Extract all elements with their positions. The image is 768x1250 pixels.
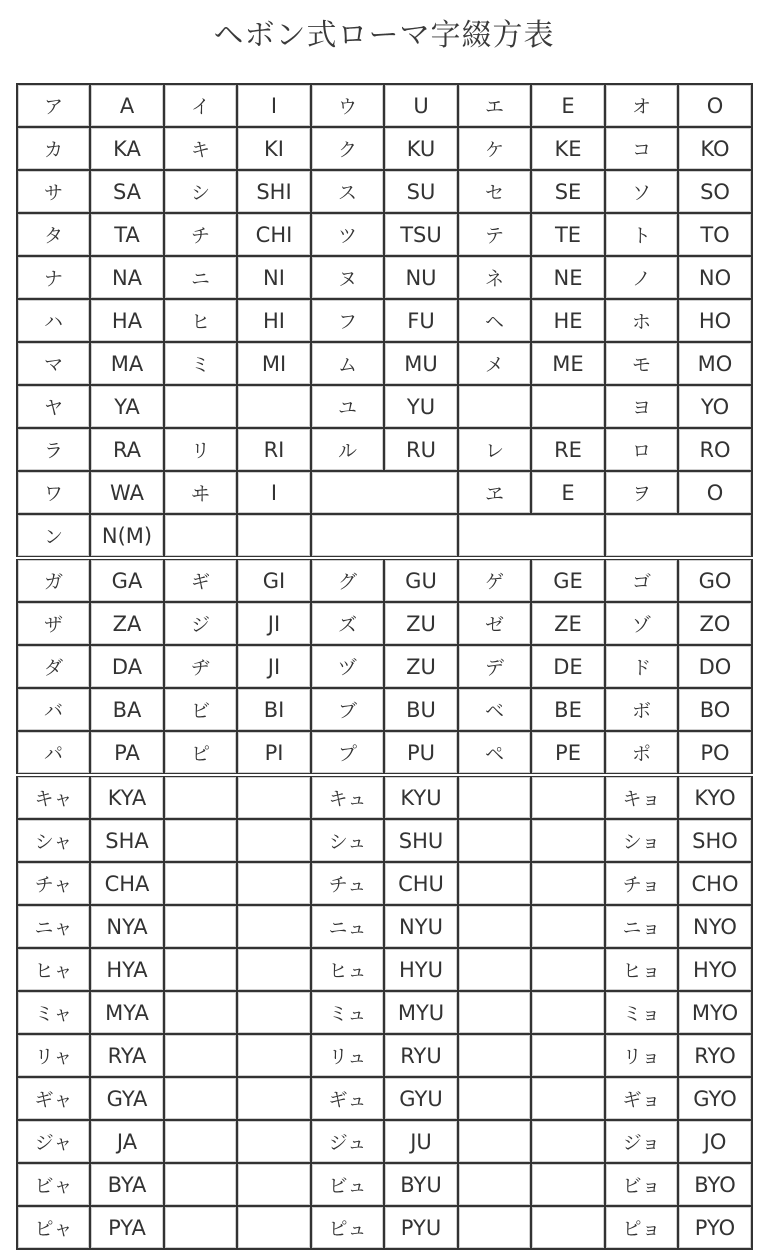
kana-cell: チャ: [17, 862, 90, 905]
romaji-cell: BI: [237, 688, 311, 731]
blank-cell: [237, 514, 311, 558]
romaji-cell: PE: [531, 731, 605, 775]
blank-cell: [237, 862, 311, 905]
kana-cell: ダ: [17, 645, 90, 688]
romaji-cell: RYU: [384, 1034, 458, 1077]
blank-cell: [531, 1206, 605, 1249]
kana-cell: ロ: [605, 428, 678, 471]
table-row: [17, 1077, 752, 1120]
kana-cell: ヱ: [458, 471, 531, 514]
blank-cell: [458, 905, 531, 948]
kana-cell: カ: [17, 127, 90, 170]
blank-cell: [164, 905, 237, 948]
kana-cell: リ: [164, 428, 237, 471]
romaji-cell: RA: [90, 428, 164, 471]
romaji-cell: CHO: [678, 862, 752, 905]
table-row: [17, 213, 752, 256]
kana-cell: ヒョ: [605, 948, 678, 991]
table-row: [17, 299, 752, 342]
romaji-cell: NO: [678, 256, 752, 299]
kana-cell: ル: [311, 428, 384, 471]
kana-cell: ヘ: [458, 299, 531, 342]
romaji-cell: MU: [384, 342, 458, 385]
blank-cell: [458, 1077, 531, 1120]
kana-cell: キャ: [17, 775, 90, 819]
kana-cell: ブ: [311, 688, 384, 731]
blank-cell: [164, 1206, 237, 1249]
romaji-cell: NU: [384, 256, 458, 299]
romaji-cell: MYU: [384, 991, 458, 1034]
kana-cell: チュ: [311, 862, 384, 905]
blank-cell: [531, 775, 605, 819]
blank-cell: [237, 775, 311, 819]
blank-cell: [164, 514, 237, 558]
kana-cell: ト: [605, 213, 678, 256]
kana-cell: イ: [164, 84, 237, 127]
kana-cell: シュ: [311, 819, 384, 862]
romaji-cell: DA: [90, 645, 164, 688]
romaji-cell: [237, 385, 311, 428]
kana-cell: ギ: [164, 558, 237, 602]
kana-cell: ピュ: [311, 1206, 384, 1249]
blank-cell: [458, 1163, 531, 1206]
blank-cell: [531, 862, 605, 905]
romaji-cell: PYU: [384, 1206, 458, 1249]
romaji-cell: GYA: [90, 1077, 164, 1120]
romaji-cell: [531, 385, 605, 428]
romaji-cell: GYU: [384, 1077, 458, 1120]
kana-cell: ム: [311, 342, 384, 385]
romaji-cell: TSU: [384, 213, 458, 256]
blank-cell: [164, 1163, 237, 1206]
blank-cell: [531, 819, 605, 862]
romaji-cell: SHU: [384, 819, 458, 862]
blank-cell: [164, 775, 237, 819]
romaji-cell: JI: [237, 602, 311, 645]
kana-cell: ヒ: [164, 299, 237, 342]
kana-cell: リャ: [17, 1034, 90, 1077]
romaji-cell: FU: [384, 299, 458, 342]
blank-cell: [164, 819, 237, 862]
blank-cell: [237, 991, 311, 1034]
kana-cell: ガ: [17, 558, 90, 602]
table-row: [17, 84, 752, 127]
blank-cell: [164, 991, 237, 1034]
romaji-cell: NE: [531, 256, 605, 299]
romaji-cell: WA: [90, 471, 164, 514]
blank-cell: [458, 1120, 531, 1163]
romaji-cell: ZU: [384, 645, 458, 688]
romaji-cell: O: [678, 84, 752, 127]
romaji-cell: CHA: [90, 862, 164, 905]
kana-cell: ウ: [311, 84, 384, 127]
blank-cell: [237, 905, 311, 948]
kana-cell: グ: [311, 558, 384, 602]
table-row: [17, 819, 752, 862]
kana-cell: シ: [164, 170, 237, 213]
blank-cell: [237, 1163, 311, 1206]
romaji-cell: KYU: [384, 775, 458, 819]
romaji-cell: HI: [237, 299, 311, 342]
blank-cell: [237, 1206, 311, 1249]
table-row: [17, 558, 752, 602]
blank-cell: [458, 948, 531, 991]
kana-cell: ハ: [17, 299, 90, 342]
blank-cell: [458, 1206, 531, 1249]
kana-cell: ミ: [164, 342, 237, 385]
kana-cell: ジャ: [17, 1120, 90, 1163]
romaji-cell: PU: [384, 731, 458, 775]
blank-cell: [311, 514, 458, 558]
table-row: [17, 127, 752, 170]
romaji-cell: O: [678, 471, 752, 514]
table-row: [17, 1206, 752, 1249]
kana-cell: パ: [17, 731, 90, 775]
table-row: [17, 170, 752, 213]
kana-cell: ピャ: [17, 1206, 90, 1249]
romaji-cell: BA: [90, 688, 164, 731]
romaji-cell: BYO: [678, 1163, 752, 1206]
romaji-cell: KI: [237, 127, 311, 170]
kana-cell: ツ: [311, 213, 384, 256]
romanization-table: [16, 83, 753, 1250]
kana-cell: ジョ: [605, 1120, 678, 1163]
kana-cell: ヤ: [17, 385, 90, 428]
kana-cell: キ: [164, 127, 237, 170]
kana-cell: ビャ: [17, 1163, 90, 1206]
page-title: ヘボン式ローマ字綴方表: [213, 18, 555, 53]
blank-cell: [458, 1034, 531, 1077]
blank-cell: [531, 1034, 605, 1077]
kana-cell: ヒュ: [311, 948, 384, 991]
table-row: [17, 385, 752, 428]
kana-cell: ビョ: [605, 1163, 678, 1206]
romaji-cell: SHI: [237, 170, 311, 213]
table-row: [17, 645, 752, 688]
kana-cell: ボ: [605, 688, 678, 731]
table-row: [17, 342, 752, 385]
blank-cell: [164, 1034, 237, 1077]
romaji-cell: RI: [237, 428, 311, 471]
kana-cell: ゴ: [605, 558, 678, 602]
kana-cell: ザ: [17, 602, 90, 645]
romaji-cell: GO: [678, 558, 752, 602]
romaji-cell: SHA: [90, 819, 164, 862]
romaji-cell: HE: [531, 299, 605, 342]
kana-cell: モ: [605, 342, 678, 385]
kana-cell: ミョ: [605, 991, 678, 1034]
kana-cell: ジュ: [311, 1120, 384, 1163]
kana-cell: ノ: [605, 256, 678, 299]
blank-cell: [237, 819, 311, 862]
romaji-cell: BYA: [90, 1163, 164, 1206]
romaji-cell: MYO: [678, 991, 752, 1034]
blank-cell: [531, 905, 605, 948]
kana-cell: フ: [311, 299, 384, 342]
kana-cell: チ: [164, 213, 237, 256]
kana-cell: ソ: [605, 170, 678, 213]
romaji-cell: HYU: [384, 948, 458, 991]
table-row: [17, 514, 752, 558]
kana-cell: ヨ: [605, 385, 678, 428]
kana-cell: リョ: [605, 1034, 678, 1077]
romaji-cell: PI: [237, 731, 311, 775]
romaji-cell: GA: [90, 558, 164, 602]
romaji-cell: TA: [90, 213, 164, 256]
romaji-cell: YO: [678, 385, 752, 428]
romaji-cell: NYO: [678, 905, 752, 948]
blank-cell: [458, 514, 605, 558]
romaji-cell: BO: [678, 688, 752, 731]
blank-cell: [164, 1077, 237, 1120]
romaji-cell: BU: [384, 688, 458, 731]
kana-cell: ヂ: [164, 645, 237, 688]
blank-cell: [531, 1120, 605, 1163]
romaji-cell: CHU: [384, 862, 458, 905]
kana-cell: ビュ: [311, 1163, 384, 1206]
kana-cell: ア: [17, 84, 90, 127]
kana-cell: オ: [605, 84, 678, 127]
table-row: [17, 602, 752, 645]
romaji-cell: RO: [678, 428, 752, 471]
kana-cell: キュ: [311, 775, 384, 819]
kana-cell: ン: [17, 514, 90, 558]
romaji-cell: RYO: [678, 1034, 752, 1077]
table-row: [17, 256, 752, 299]
romaji-cell: U: [384, 84, 458, 127]
romaji-cell: SHO: [678, 819, 752, 862]
romaji-cell: NYA: [90, 905, 164, 948]
table-row: [17, 991, 752, 1034]
romaji-cell: SO: [678, 170, 752, 213]
romaji-cell: I: [237, 84, 311, 127]
kana-cell: マ: [17, 342, 90, 385]
kana-cell: ピ: [164, 731, 237, 775]
table-row: [17, 1163, 752, 1206]
romaji-cell: SU: [384, 170, 458, 213]
kana-cell: ラ: [17, 428, 90, 471]
romaji-cell: JO: [678, 1120, 752, 1163]
table-row: [17, 731, 752, 775]
romaji-cell: E: [531, 471, 605, 514]
romaji-cell: MO: [678, 342, 752, 385]
table-row: [17, 688, 752, 731]
table-row: [17, 862, 752, 905]
romaji-cell: BYU: [384, 1163, 458, 1206]
blank-cell: [531, 948, 605, 991]
kana-cell: ポ: [605, 731, 678, 775]
romaji-cell: PA: [90, 731, 164, 775]
romaji-cell: ZE: [531, 602, 605, 645]
romaji-cell: KYO: [678, 775, 752, 819]
blank-cell: [458, 991, 531, 1034]
table-row: [17, 1034, 752, 1077]
romaji-cell: ZO: [678, 602, 752, 645]
kana-cell: ネ: [458, 256, 531, 299]
romaji-cell: KE: [531, 127, 605, 170]
table-row: [17, 905, 752, 948]
kana-cell: ジ: [164, 602, 237, 645]
romaji-cell: DE: [531, 645, 605, 688]
romaji-cell: GE: [531, 558, 605, 602]
table-body: [17, 84, 752, 1249]
kana-cell: プ: [311, 731, 384, 775]
romaji-cell: YA: [90, 385, 164, 428]
romaji-cell: KU: [384, 127, 458, 170]
kana-cell: ギャ: [17, 1077, 90, 1120]
kana-cell: テ: [458, 213, 531, 256]
kana-cell: ク: [311, 127, 384, 170]
kana-cell: キョ: [605, 775, 678, 819]
kana-cell: バ: [17, 688, 90, 731]
kana-cell: ミュ: [311, 991, 384, 1034]
blank-cell: [237, 1077, 311, 1120]
kana-cell: ス: [311, 170, 384, 213]
kana-cell: ホ: [605, 299, 678, 342]
blank-cell: [458, 862, 531, 905]
romaji-cell: NYU: [384, 905, 458, 948]
kana-cell: ニュ: [311, 905, 384, 948]
blank-cell: [311, 471, 458, 514]
kana-cell: チョ: [605, 862, 678, 905]
blank-cell: [458, 819, 531, 862]
kana-cell: メ: [458, 342, 531, 385]
kana-cell: ヰ: [164, 471, 237, 514]
blank-cell: [458, 775, 531, 819]
romaji-cell: RYA: [90, 1034, 164, 1077]
romaji-cell: RE: [531, 428, 605, 471]
kana-cell: ビ: [164, 688, 237, 731]
romaji-cell: NA: [90, 256, 164, 299]
kana-cell: セ: [458, 170, 531, 213]
kana-cell: ゲ: [458, 558, 531, 602]
blank-cell: [531, 1163, 605, 1206]
romaji-cell: JA: [90, 1120, 164, 1163]
blank-cell: [237, 1034, 311, 1077]
kana-cell: ヒャ: [17, 948, 90, 991]
kana-cell: ズ: [311, 602, 384, 645]
romaji-cell: PO: [678, 731, 752, 775]
kana-cell: ユ: [311, 385, 384, 428]
romaji-cell: TE: [531, 213, 605, 256]
romaji-cell: PYA: [90, 1206, 164, 1249]
romaji-cell: MI: [237, 342, 311, 385]
blank-cell: [605, 514, 752, 558]
romaji-cell: JI: [237, 645, 311, 688]
kana-cell: デ: [458, 645, 531, 688]
romaji-cell: HA: [90, 299, 164, 342]
kana-cell: エ: [458, 84, 531, 127]
romaji-cell: BE: [531, 688, 605, 731]
romaji-cell: GI: [237, 558, 311, 602]
romaji-cell: I: [237, 471, 311, 514]
romaji-cell: YU: [384, 385, 458, 428]
romaji-cell: KO: [678, 127, 752, 170]
blank-cell: [164, 862, 237, 905]
romaji-cell: N(M): [90, 514, 164, 558]
kana-cell: ショ: [605, 819, 678, 862]
romaji-cell: CHI: [237, 213, 311, 256]
table-row: [17, 775, 752, 819]
kana-cell: ニ: [164, 256, 237, 299]
romaji-cell: MA: [90, 342, 164, 385]
kana-cell: ナ: [17, 256, 90, 299]
blank-cell: [531, 991, 605, 1034]
romaji-cell: TO: [678, 213, 752, 256]
kana-cell: シャ: [17, 819, 90, 862]
romaji-cell: SE: [531, 170, 605, 213]
kana-cell: タ: [17, 213, 90, 256]
blank-cell: [531, 1077, 605, 1120]
kana-cell: レ: [458, 428, 531, 471]
romaji-cell: A: [90, 84, 164, 127]
kana-cell: ヅ: [311, 645, 384, 688]
table-row: [17, 428, 752, 471]
kana-cell: ド: [605, 645, 678, 688]
romaji-cell: SA: [90, 170, 164, 213]
romaji-cell: E: [531, 84, 605, 127]
kana-cell: [458, 385, 531, 428]
romaji-cell: HYO: [678, 948, 752, 991]
kana-cell: ギュ: [311, 1077, 384, 1120]
romaji-cell: ME: [531, 342, 605, 385]
kana-cell: ゾ: [605, 602, 678, 645]
kana-cell: ニョ: [605, 905, 678, 948]
romaji-cell: PYO: [678, 1206, 752, 1249]
romaji-cell: GU: [384, 558, 458, 602]
romaji-cell: DO: [678, 645, 752, 688]
kana-cell: リュ: [311, 1034, 384, 1077]
kana-cell: ピョ: [605, 1206, 678, 1249]
romaji-cell: MYA: [90, 991, 164, 1034]
kana-cell: ヲ: [605, 471, 678, 514]
kana-cell: ケ: [458, 127, 531, 170]
romaji-cell: RU: [384, 428, 458, 471]
kana-cell: ワ: [17, 471, 90, 514]
blank-cell: [237, 948, 311, 991]
romaji-cell: GYO: [678, 1077, 752, 1120]
kana-cell: ニャ: [17, 905, 90, 948]
romaji-cell: ZA: [90, 602, 164, 645]
table-row: [17, 1120, 752, 1163]
blank-cell: [237, 1120, 311, 1163]
kana-cell: ベ: [458, 688, 531, 731]
kana-cell: サ: [17, 170, 90, 213]
kana-cell: [164, 385, 237, 428]
kana-cell: ミャ: [17, 991, 90, 1034]
romaji-cell: NI: [237, 256, 311, 299]
romaji-cell: JU: [384, 1120, 458, 1163]
romaji-cell: HYA: [90, 948, 164, 991]
romaji-cell: KA: [90, 127, 164, 170]
romaji-cell: KYA: [90, 775, 164, 819]
kana-cell: ゼ: [458, 602, 531, 645]
kana-cell: ヌ: [311, 256, 384, 299]
romaji-cell: HO: [678, 299, 752, 342]
table-row: [17, 471, 752, 514]
table-row: [17, 948, 752, 991]
blank-cell: [164, 1120, 237, 1163]
blank-cell: [164, 948, 237, 991]
kana-cell: コ: [605, 127, 678, 170]
romaji-cell: ZU: [384, 602, 458, 645]
kana-cell: ギョ: [605, 1077, 678, 1120]
kana-cell: ペ: [458, 731, 531, 775]
